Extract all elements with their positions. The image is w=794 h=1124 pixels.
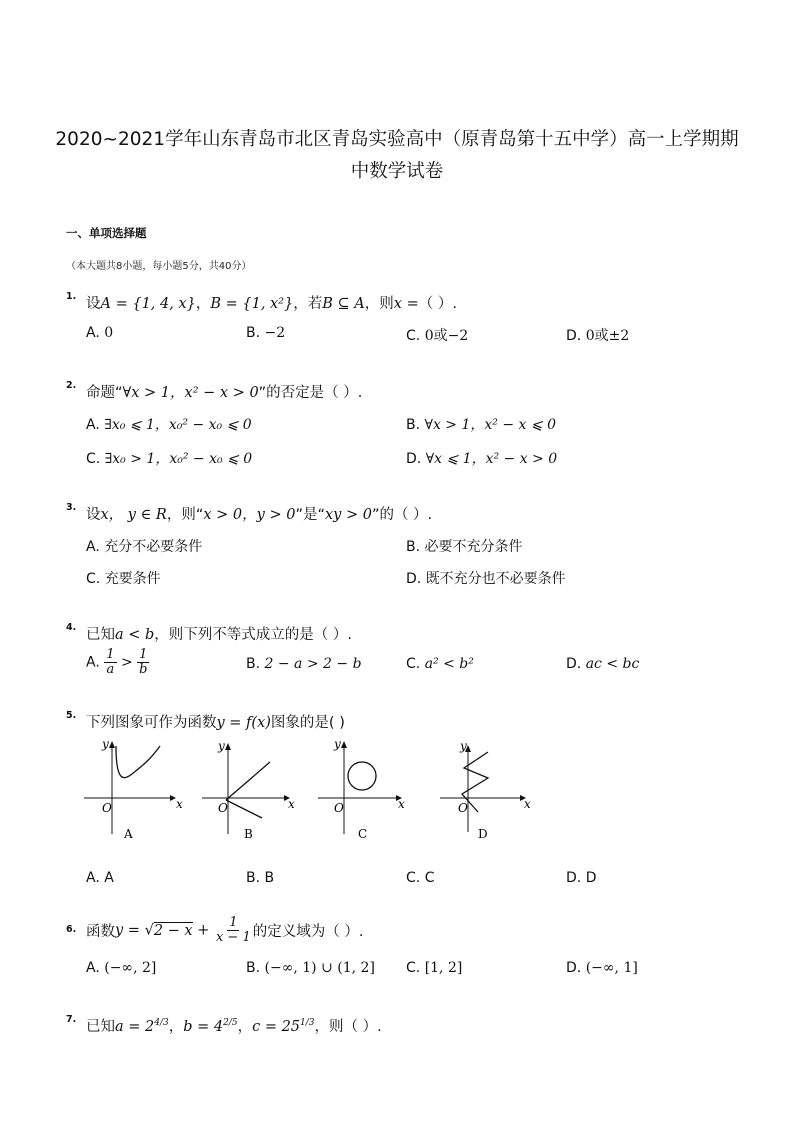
question-number: 2. bbox=[66, 380, 77, 391]
option-d: D. D bbox=[566, 870, 597, 886]
question-number: 7. bbox=[66, 1014, 77, 1025]
origin-label: O bbox=[102, 801, 112, 815]
option-c: C. [1, 2] bbox=[406, 960, 463, 976]
graph-caption: A bbox=[124, 827, 133, 841]
graph-a bbox=[84, 738, 184, 844]
axis-x-label: x bbox=[398, 797, 405, 811]
option-b: B. 2 − a > 2 − b bbox=[246, 656, 362, 672]
section-heading: 一、单项选择题 bbox=[66, 226, 147, 240]
question-number: 4. bbox=[66, 622, 77, 633]
graph-d bbox=[438, 738, 538, 844]
option-a: A. 0 bbox=[86, 325, 114, 341]
document-title-line-1: 2020~2021学年山东青岛市北区青岛实验高中（原青岛第十五中学）高一上学期期 bbox=[55, 129, 739, 150]
question-6-stem: 函数y = √2 − x + $\frac{1}{x - 1}$ 的定义域为（ ）. bbox=[86, 915, 364, 945]
question-1-stem: 设A = {1, 4, x}，B = {1, x²}，若B ⊆ A，则x =（ ）. bbox=[86, 296, 457, 312]
axis-y-label: y bbox=[460, 739, 467, 753]
graph-b bbox=[200, 738, 300, 844]
option-a: A. A bbox=[86, 870, 114, 886]
option-c: C. 0或−2 bbox=[406, 328, 469, 344]
section-note: （本大题共8小题，每小题5分，共40分） bbox=[66, 261, 252, 272]
option-a: A. $\frac{1}{a}$ > $\frac{1}{b}$ bbox=[86, 647, 148, 677]
option-d: D. (−∞, 1] bbox=[566, 960, 638, 976]
question-number: 3. bbox=[66, 502, 77, 513]
option-d: D. 既不充分也不必要条件 bbox=[406, 571, 566, 587]
axis-y-label: y bbox=[102, 738, 109, 751]
graph-c bbox=[316, 738, 416, 844]
origin-label: O bbox=[218, 801, 228, 815]
option-a: A. (−∞, 2] bbox=[86, 960, 157, 976]
origin-label: O bbox=[458, 801, 468, 815]
option-b: B. −2 bbox=[246, 325, 286, 341]
axis-x-label: x bbox=[288, 797, 295, 811]
graph-caption: B bbox=[244, 827, 253, 841]
option-d: D. 0或±2 bbox=[566, 328, 630, 344]
option-b: B. (−∞, 1) ∪ (1, 2] bbox=[246, 960, 375, 976]
sqrt-symbol: √ bbox=[144, 922, 154, 939]
axis-x-label: x bbox=[524, 797, 531, 811]
question-7-stem: 已知$a = 2^{4/3}$，$b = 4^{2/5}$，$c = 25^{1/3}$，则（ ）. bbox=[86, 1018, 382, 1035]
axis-x-label: x bbox=[176, 797, 183, 811]
graph-caption: C bbox=[358, 827, 368, 841]
option-c: C. ∃x₀ > 1，x₀² − x₀ ⩽ 0 bbox=[86, 451, 253, 467]
question-4-stem: 已知a < b，则下列不等式成立的是（ ）. bbox=[86, 627, 353, 643]
option-d: D. ∀x ⩽ 1，x² − x > 0 bbox=[406, 451, 558, 467]
option-a: A. 充分不必要条件 bbox=[86, 539, 203, 555]
option-b: B. 必要不充分条件 bbox=[406, 539, 523, 555]
option-b: B. ∀x > 1，x² − x ⩽ 0 bbox=[406, 417, 556, 433]
graph-caption: D bbox=[478, 827, 488, 841]
question-3-stem: 设x， y ∈ R，则“x > 0，y > 0”是“xy > 0”的（ ）. bbox=[86, 507, 433, 523]
option-d: D. ac < bc bbox=[566, 656, 640, 672]
option-c: C. C bbox=[406, 870, 435, 886]
option-a: A. ∃x₀ ⩽ 1，x₀² − x₀ ⩽ 0 bbox=[86, 417, 252, 433]
question-5-stem: 下列图象可作为函数y = f(x)图象的是( ) bbox=[86, 715, 345, 731]
option-c: C. a² < b² bbox=[406, 656, 474, 672]
question-2-stem: 命题“∀x > 1，x² − x > 0”的否定是（ ）. bbox=[86, 385, 363, 401]
option-c: C. 充要条件 bbox=[86, 571, 161, 587]
question-number: 1. bbox=[66, 291, 77, 302]
axis-y-label: y bbox=[334, 738, 341, 751]
question-number: 5. bbox=[66, 710, 77, 721]
axis-y-label: y bbox=[218, 739, 225, 753]
option-b: B. B bbox=[246, 870, 275, 886]
origin-label: O bbox=[334, 801, 344, 815]
document-title-line-2: 中数学试卷 bbox=[350, 161, 444, 182]
question-number: 6. bbox=[66, 924, 77, 935]
